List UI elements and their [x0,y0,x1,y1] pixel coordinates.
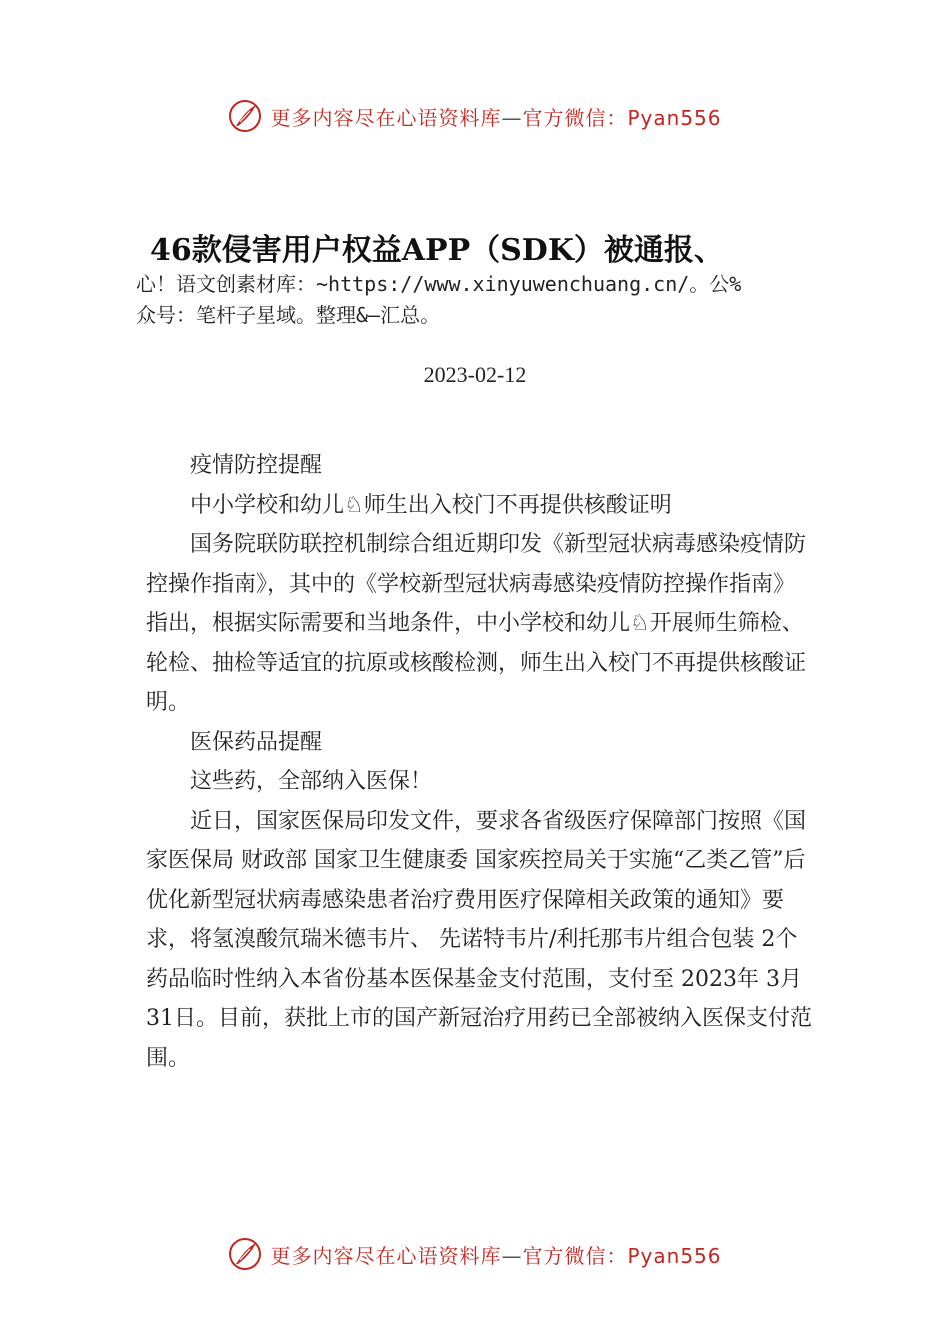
body-paragraph: 近日，国家医保局印发文件，要求各省级医疗保障部门按照《国家医保局 财政部 国家卫生健康委 国家疾控局关于实施“乙类乙管”后优化新型冠状病毒感染患者治疗费用医疗保障相关政策的通知》要求，将氢溴酸氘瑞米德韦片、 先诺特韦片/利托那韦片组合包装 2个药品临时性纳入本省份基本医保基金支付范围，支付至 2023年 3月 31日。目前，获批上市的国产新冠治疗用药已全部被纳入医保支付范围。 [146,808,812,1071]
header-banner [0,96,950,136]
document-body [146,446,816,1078]
body-paragraph: 国务院联防联控机制综合组近期印发《新型冠状病毒感染疫情防控操作指南》，其中的《学校新型冠状病毒感染疫情防控操作指南》指出，根据实际需要和当地条件，中小学校和幼儿♘开展师生筛检、轮检、抽检等适宜的抗原或核酸检测，师生出入校门不再提供核酸证明。 [146,532,807,715]
document-title: 46款侵害用户权益APP（SDK）被通报、 [150,233,724,268]
feather-pen-circle-icon [228,99,262,133]
banner-text: 更多内容尽在心语资料库—官方微信：Pyan556 [270,105,722,130]
feather-pen-circle-icon [228,1237,262,1271]
footer-banner [0,1234,950,1274]
subheading: 这些药，全部纳入医保！ [190,769,433,794]
watermark-line-1: 心！语文创素材库：~https://www.xinyuwenchuang.cn/。公% [136,272,742,296]
subheading: 中小学校和幼儿♘师生出入校门不再提供核酸证明 [190,492,672,518]
section-heading: 疫情防控提醒 [190,453,323,478]
banner-text: 更多内容尽在心语资料库—官方微信：Pyan556 [270,1243,722,1268]
section-heading: 医保药品提醒 [190,729,323,755]
document-date: 2023-02-12 [423,362,527,387]
watermark-line-2: 众号：笔杆子星域。整理&—汇总。 [136,303,441,327]
